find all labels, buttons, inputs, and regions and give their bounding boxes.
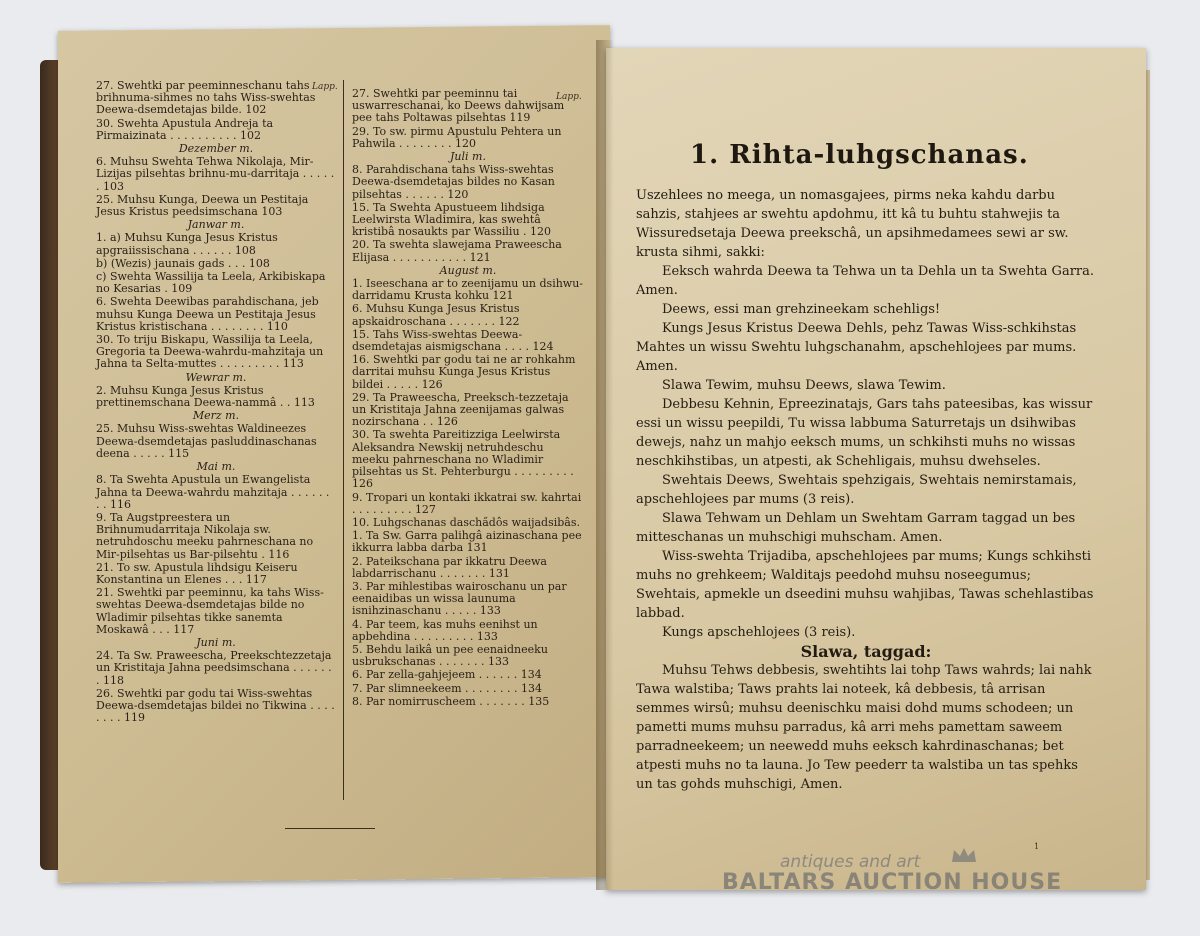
contents-entry: 15. Tahs Wiss-swehtas Deewa-dsemdetajas aismigschana . . . . 124 bbox=[352, 327, 554, 354]
contents-entry: 5. Behdu laikâ un pee eenaidneeku usbrukschanas . . . . . . . 133 bbox=[352, 642, 548, 669]
contents-entry: 20. Ta swehta slawejama Praweescha Elijasa . . . . . . . . . . . 121 bbox=[352, 238, 562, 264]
contents-entry: 6. Par zella-gahjejeem . . . . . . 134 bbox=[352, 668, 542, 682]
contents-entry: 16. Swehtki par godu tai ne ar rohkahm darritai muhsu Kunga Jesus Kristus bildei . . . . . 126 bbox=[352, 353, 576, 391]
contents-entry: 3. Par mihlestibas wairoschanu un par eenaidibas un wissa launuma isnihzinaschanu . . . . . 133 bbox=[352, 579, 567, 618]
contents-entry: 9. Tropari un kontaki ikkatrai sw. kahrtai . . . . . . . . . 127 bbox=[352, 490, 582, 516]
page-gutter bbox=[596, 40, 618, 890]
contents-entry: 1. Iseeschana ar to zeenijamu un dsihwu-darridamu Krusta kohku 121 bbox=[352, 277, 584, 303]
contents-entry: 8. Ta Swehta Apustula un Ewangelista Jahna ta Deewa-wahrdu mahzitaja . . . . . . . . 116 bbox=[96, 473, 330, 511]
contents-entry: 8. Parahdischana tahs Wiss-swehtas Deewa-dsemdetajas bildes no Kasan pilsehtas . . . . . . 120 bbox=[352, 163, 555, 201]
prayer-paragraph: Kungs Jesus Kristus Deewa Dehls, pehz Tawas Wiss-schkihstas Mahtes un wissu Swehtu luhgschanahm, apschehlojees par mums. Amen. bbox=[636, 321, 1077, 374]
column-header: Lapp. bbox=[312, 82, 338, 92]
prayer-paragraph: Deews, essi man grehzineekam schehligs! bbox=[662, 302, 941, 317]
contents-entry: 21. To sw. Apustula lihdsigu Keiseru Konstantina un Elenes . . . 117 bbox=[96, 560, 298, 586]
contents-entry: 10. Luhgschanas dascha̋dôs waijadsibâs. bbox=[352, 515, 580, 529]
month-heading: Wewrar m. bbox=[185, 370, 247, 384]
contents-entry: 15. Ta Swehta Apustueem lihdsiga Leelwirsta Wladimira, kas swehtâ kristibâ nosaukts par Wassiliu . 120 bbox=[352, 200, 552, 239]
prayer-subheading: Slawa, taggad: bbox=[800, 642, 932, 661]
contents-column-a bbox=[96, 80, 336, 725]
contents-entry: 7. Par slimneekeem . . . . . . . . 134 bbox=[352, 681, 542, 695]
column-header: Lapp. bbox=[556, 92, 582, 102]
contents-entry: 26. Swehtki par godu tai Wiss-swehtas Deewa-dsemdetajas bildei no Tikwina . . . . . . . . 119 bbox=[96, 686, 335, 725]
contents-entry: 6. Muhsu Kunga Jesus Kristus apskaidroschana . . . . . . . 122 bbox=[352, 302, 520, 328]
prayer-text bbox=[636, 186, 1096, 794]
contents-entry: 21. Swehtki par peeminnu, ka tahs Wiss-swehtas Deewa-dsemdetajas bilde no Wladimir pilsehtas tikke sanemta Moskawâ . . . 117 bbox=[96, 586, 324, 636]
contents-entry: 29. To sw. pirmu Apustulu Pehtera un Pahwila . . . . . . . . 120 bbox=[352, 124, 562, 150]
chapter-title: 1. Rihta-luhgschanas. bbox=[690, 140, 1029, 170]
contents-entry: 25. Muhsu Kunga, Deewa un Pestitaja Jesus Kristus peedsimschana 103 bbox=[96, 192, 309, 219]
prayer-paragraph: Wiss-swehta Trijadiba, apschehlojees par mums; Kungs schkihsti muhs no grehkeem; Walditajs peedohd muhsu noseegumus; Swehtais, apmekle un dseedini muhsu wahjibas, Tawas schehlastibas labbad. bbox=[636, 549, 1094, 621]
contents-entry: 25. Muhsu Wiss-swehtas Waldineezes Deewa-dsemdetajas pasluddinaschanas deena . . . . . 115 bbox=[96, 422, 317, 460]
contents-entry: 4. Par teem, kas muhs eenihst un apbehdina . . . . . . . . . 133 bbox=[352, 617, 538, 643]
page-number: 1 bbox=[1034, 842, 1040, 851]
prayer-paragraph: Debbesu Kehnin, Epreezinatajs, Gars tahs pateesibas, kas wissur essi un wissu peepildi, Tu wissa labbuma Saturretajs un dsihwibas dewejs, nahz un mahjo eeksch mums, un schkihsti muhs no wissas neschkihstibas, un atpesti, ak Schehligais, muhsu dwehseles. bbox=[636, 397, 1093, 469]
contents-entry: 1. Ta Sw. Garra palihgâ aizinaschana pee ikkurra labba darba 131 bbox=[352, 529, 582, 555]
crown-icon bbox=[950, 846, 978, 864]
contents-entry: 30. Ta swehta Pareitizziga Leelwirsta Aleksandra Newskij netruhdeschu meeku pahrneschana no Wladimir pilsehtas us St. Pehterburgu . . . . . . . . . 126 bbox=[352, 428, 574, 491]
contents-entry: 6. Muhsu Swehta Tehwa Nikolaja, Mir-Lizijas pilsehtas brihnu-mu-darritaja . . . . . . 103 bbox=[96, 155, 335, 193]
contents-entry: 8. Par nomirruscheem . . . . . . . 135 bbox=[352, 694, 550, 708]
contents-entry: c) Swehta Wassilija ta Leela, Arkibiskapa no Kesarias . 109 bbox=[96, 270, 326, 296]
column-divider bbox=[343, 80, 344, 800]
contents-entry: 30. To triju Biskapu, Wassilija ta Leela, Gregoria ta Deewa-wahrdu-mahzitaja un Jahna ta Selta-muttes . . . . . . . . . 113 bbox=[96, 333, 324, 371]
contents-entry: 29. Ta Praweescha, Preeksch-tezzetaja un Kristitaja Jahna zeenijamas galwas nozirschana . . 126 bbox=[352, 390, 569, 429]
prayer-paragraph: Uszehlees no meega, un nomasgajees, pirms neka kahdu darbu sahzis, stahjees ar swehtu apdohmu, itt kâ tu buhtu stahwejis ta Wissuredsetaja Deewa preekschâ, un apsihmedamees sewi ar sw. krusta sihmi, sakki: bbox=[636, 188, 1069, 260]
ornament-rule bbox=[285, 828, 375, 835]
prayer-paragraph: Kungs apschehlojees (3 reis). bbox=[662, 625, 856, 640]
prayer-paragraph: Slawa Tewim, muhsu Deews, slawa Tewim. bbox=[662, 378, 946, 393]
prayer-paragraph: Eeksch wahrda Deewa ta Tehwa un ta Dehla un ta Swehta Garra. Amen. bbox=[636, 264, 1095, 298]
contents-entry: 27. Swehtki par peeminnu tai uswarreschanai, ko Deews dahwijsam pee tahs Poltawas pilsehtas 119 bbox=[352, 87, 565, 125]
contents-entry: b) (Wezis) jaunais gads . . . 108 bbox=[96, 256, 270, 270]
month-heading: Dezember m. bbox=[178, 142, 254, 156]
month-heading: Juli m. bbox=[450, 150, 486, 164]
watermark-tagline: antiques and art bbox=[780, 852, 921, 872]
contents-entry: 30. Swehta Apustula Andreja ta Pirmaizinata . . . . . . . . . . 102 bbox=[96, 116, 274, 142]
prayer-paragraph: Muhsu Tehws debbesis, swehtihts lai tohp Taws wahrds; lai nahk Tawa walstiba; Taws prahts lai noteek, kâ debbesis, tâ arrisan semmes wirsû; muhsu deenischku maisi dohd mums schodeen; un pametti mums muhsu parradus, kâ arri mehs pamettam saweem parradneekeem; un neewedd muhs eeksch kahrdinaschanas; bet atpesti muhs no ta launa. Jo Tew peederr ta walstiba un tas spehks un tas gohds muhschigi, Amen. bbox=[636, 663, 1092, 792]
month-heading: Mai m. bbox=[196, 460, 236, 474]
contents-entry: 9. Ta Augstpreestera un Brihnumudarritaja Nikolaja sw. netruhdoschu meeku pahrneschana no Mir-pilsehtas us Bar-pilsehtu . 116 bbox=[96, 510, 314, 561]
watermark-brand: BALTARS AUCTION HOUSE bbox=[722, 870, 1063, 895]
contents-entry: 27. Swehtki par peeminneschanu tahs brihnuma-sihmes no tahs Wiss-swehtas Deewa-dsemdetajas bilde. 102 bbox=[96, 79, 316, 117]
contents-entry: 24. Ta Sw. Praweescha, Preekschtezzetaja un Kristitaja Jahna peedsimschana . . . . . . . 118 bbox=[96, 649, 332, 687]
contents-entry: 6. Swehta Deewibas parahdischana, jeb muhsu Kunga Deewa un Pestitaja Jesus Kristus kristischana . . . . . . . . 110 bbox=[96, 295, 319, 333]
contents-entry: 2. Muhsu Kunga Jesus Kristus prettinemschana Deewa-nammâ . . 113 bbox=[96, 383, 315, 410]
contents-entry: 1. a) Muhsu Kunga Jesus Kristus apgraiissischana . . . . . . 108 bbox=[96, 231, 278, 257]
contents-entry: 2. Pateikschana par ikkatru Deewa labdarrischanu . . . . . . . 131 bbox=[352, 554, 547, 580]
month-heading: Janwar m. bbox=[187, 218, 245, 232]
month-heading: Juni m. bbox=[196, 635, 236, 649]
contents-column-b bbox=[352, 88, 584, 709]
prayer-paragraph: Swehtais Deews, Swehtais spehzigais, Swehtais nemirstamais, apschehlojees par mums (3 reis). bbox=[636, 473, 1077, 507]
prayer-paragraph: Slawa Tehwam un Dehlam un Swehtam Garram taggad un bes mitteschanas un muhschigi muhscham. Amen. bbox=[636, 511, 1076, 545]
month-heading: Merz m. bbox=[192, 409, 240, 423]
month-heading: August m. bbox=[439, 263, 497, 277]
